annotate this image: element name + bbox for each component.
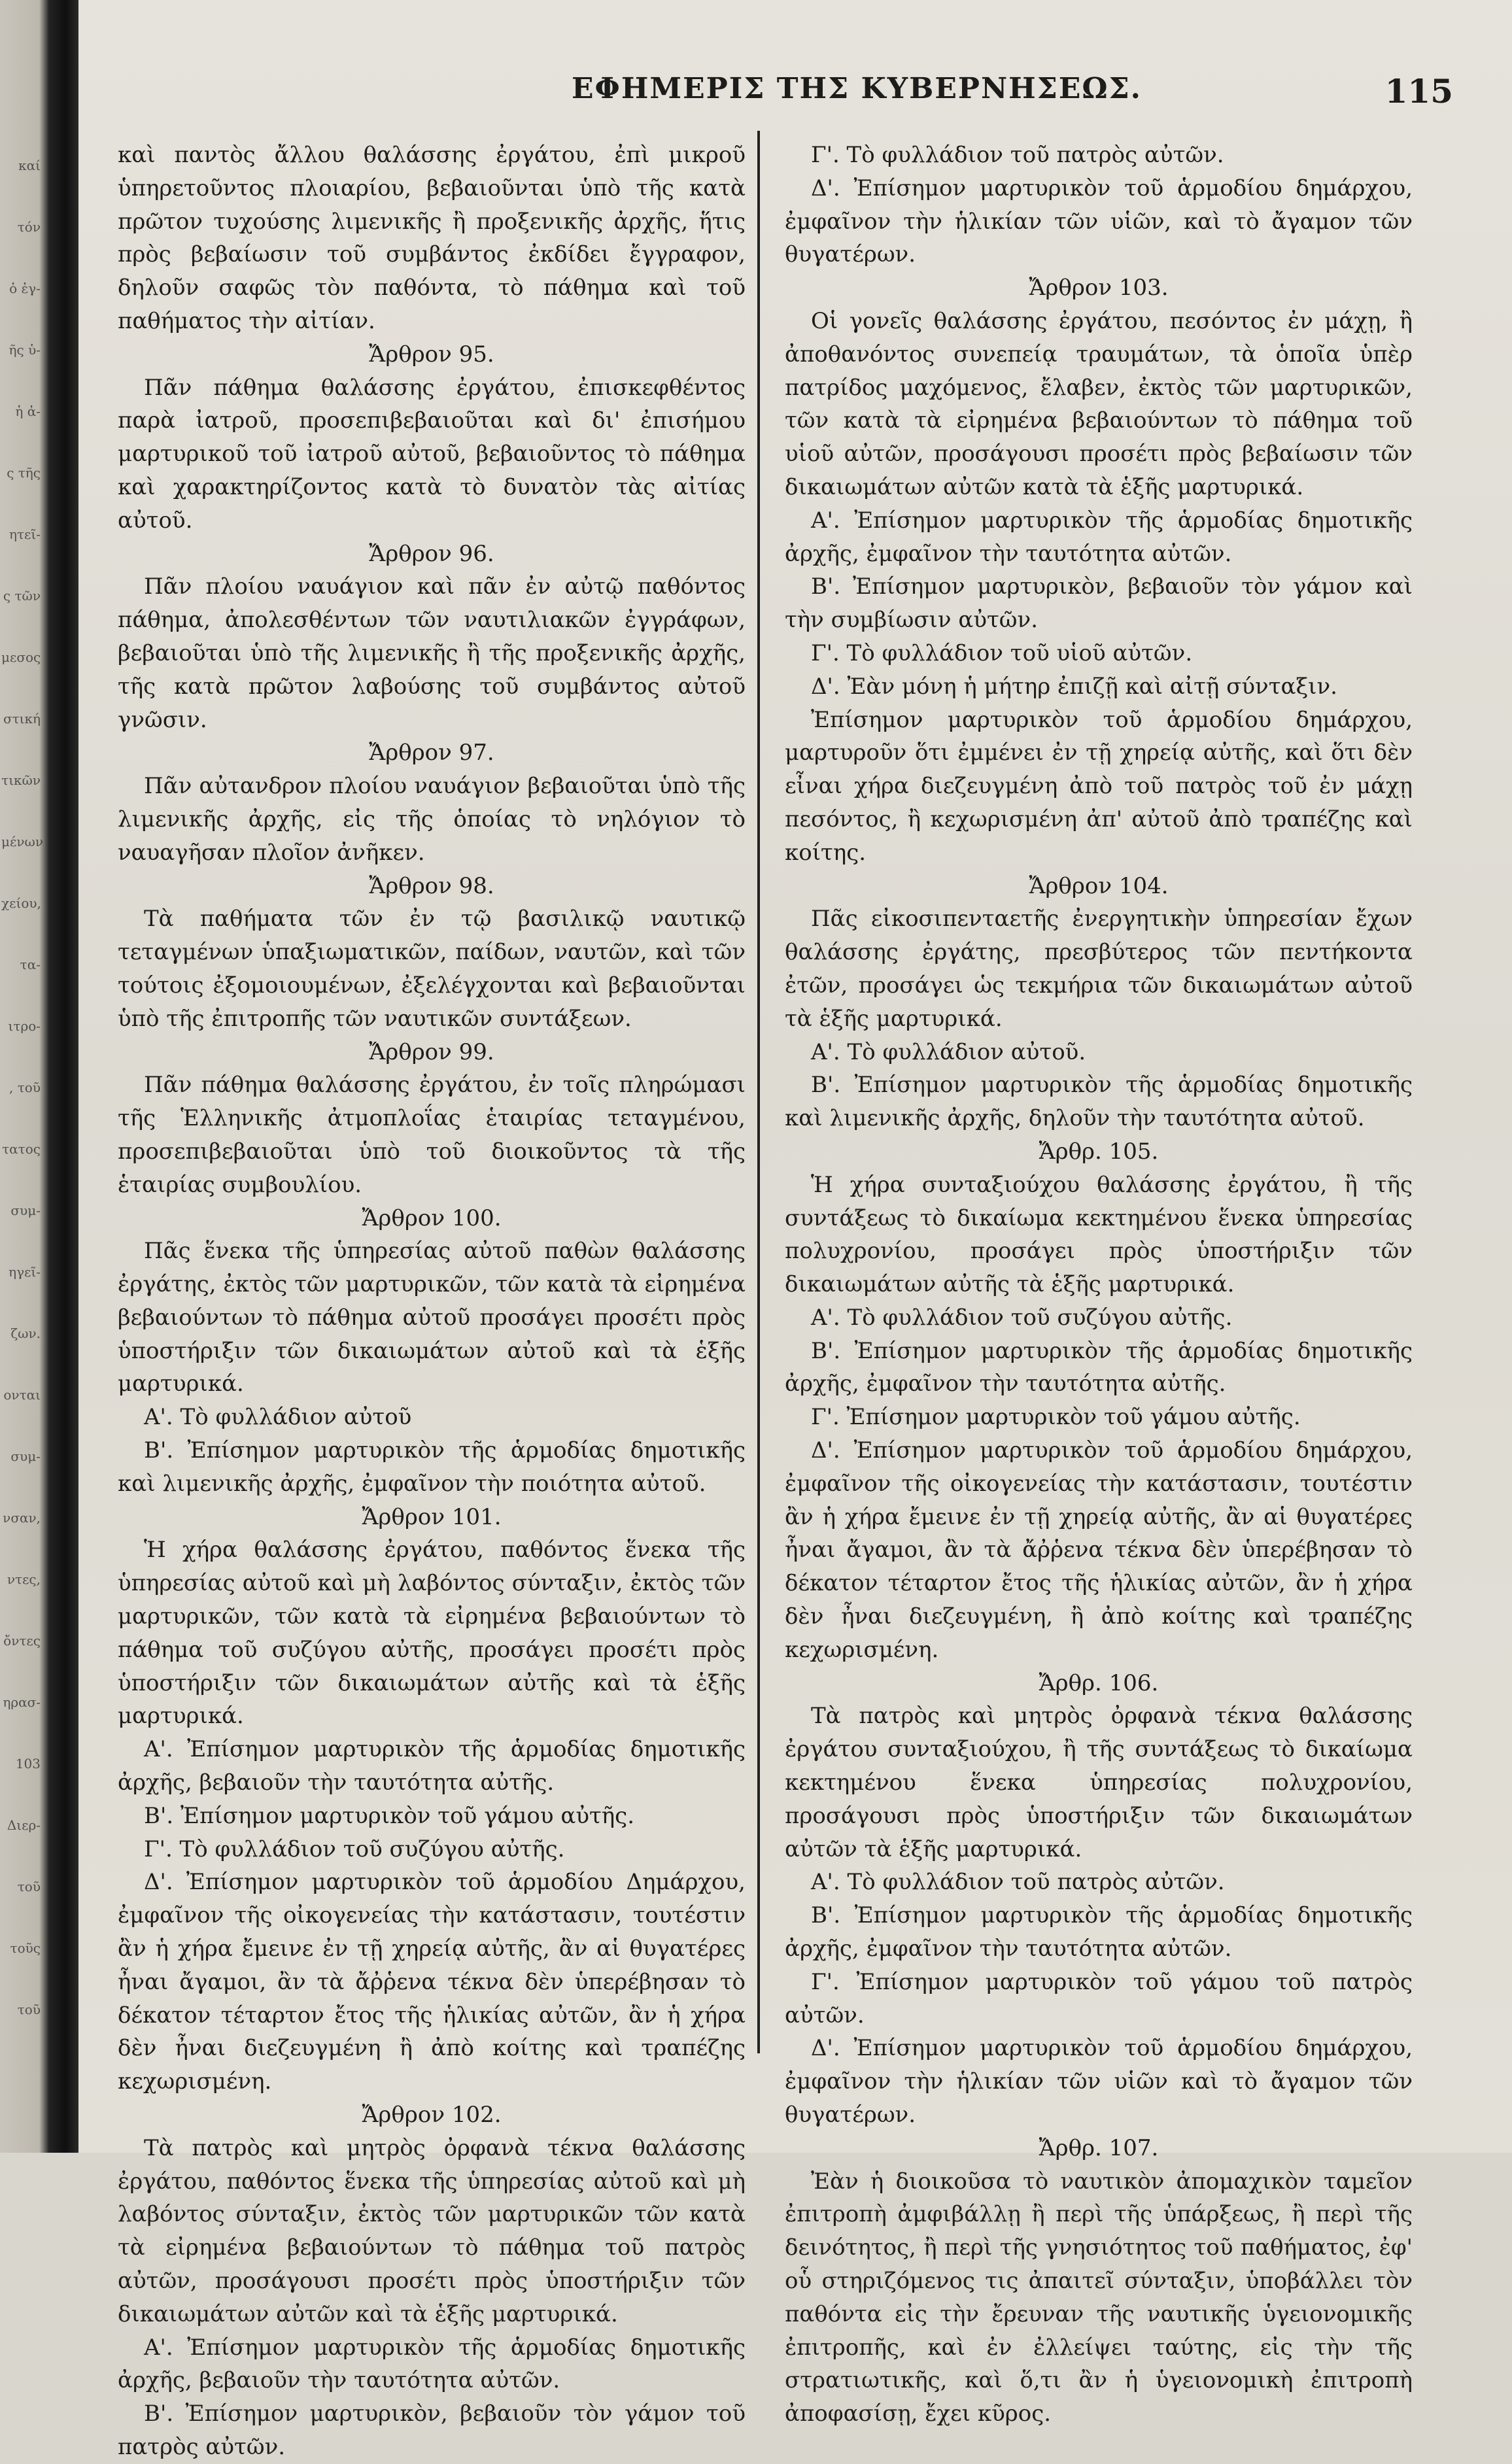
paragraph: Β'. Ἐπίσημον μαρτυρικὸν, βεβαιοῦν τὸν γάμον τοῦ πατρὸς αὐτῶν. [118, 2401, 746, 2460]
adjacent-page-fragment: ὁ ἐγ- [9, 281, 41, 296]
paragraph: Πᾶν πάθημα θαλάσσης ἐργάτου, ἐπισκεφθέντος παρὰ ἰατροῦ, προσεπιβεβαιοῦται καὶ δι' ἐπισήμου μαρτυρικοῦ τοῦ ἰατροῦ αὐτοῦ, βεβαιοῦντος τὸ πάθημα καὶ χαρακτηρίζοντος κατὰ τὸ δυνατὸν τὰς αἰτίας αὐτοῦ. [118, 374, 746, 534]
paragraph: Πᾶν πάθημα θαλάσσης ἐργάτου, ἐν τοῖς πληρώμασι τῆς Ἑλληνικῆς ἀτμοπλοΐας ἑταιρίας τεταγμένου, προσεπιβεβαιοῦται ὑπὸ τοῦ διοικοῦντος τὰ τῆς ἑταιρίας συμβουλίου. [118, 1072, 746, 1198]
paragraph: Ἡ χήρα συνταξιούχου θαλάσσης ἐργάτου, ἢ τῆς συντάξεως τὸ δικαίωμα κεκτημένου ἕνεκα ὑπηρεσίας πολυχρονίου, προσάγει πρὸς ὑποστήριξιν τῶν δικαιωμάτων αὐτῆς τὰ ἑξῆς μαρτυρικά. [785, 1171, 1413, 1298]
adjacent-page-strip [0, 0, 78, 2153]
adjacent-page-fragment: ητεῖ- [9, 526, 41, 542]
paragraph: Πᾶν πλοίου ναυάγιον καὶ πᾶν ἐν αὐτῷ παθόντος πάθημα, ἀπολεσθέντων τῶν ναυτιλιακῶν ἐγγράφων, βεβαιοῦται ὑπὸ τῆς λιμενικῆς ἢ τῆς προξενικῆς ἀρχῆς, τῆς κατὰ πρῶτον λαβούσης τοῦ συμβάντος αὐτοῦ γνῶσιν. [118, 573, 746, 733]
paragraph: Β'. Ἐπίσημον μαρτυρικὸν τῆς ἁρμοδίας δημοτικῆς ἀρχῆς, ἐμφαῖνον τὴν ταυτότητα αὐτῆς. [785, 1337, 1413, 1397]
adjacent-page-fragment: συμ- [10, 1203, 41, 1218]
adjacent-page-fragment: ζων. [10, 1326, 41, 1341]
document-page [78, 0, 1512, 2460]
paragraph: Β'. Ἐπίσημον μαρτυρικὸν, βεβαιοῦν τὸν γάμον καὶ τὴν συμβίωσιν αὐτῶν. [785, 573, 1413, 634]
paragraph: Α'. Τὸ φυλλάδιον αὐτοῦ [144, 1404, 412, 1431]
adjacent-page-fragment: στική [3, 711, 41, 727]
paragraph: Γ'. Ἐπίσημον μαρτυρικὸν τοῦ γάμου τοῦ πατρὸς αὐτῶν. [785, 1968, 1413, 2028]
paragraph: Τὰ πατρὸς καὶ μητρὸς ὀρφανὰ τέκνα θαλάσσης ἐργάτου συνταξιούχου, ἢ τῆς συντάξεως τὸ δικαίωμα κεκτημένου ἕνεκα ὑπηρεσίας πολυχρονίου, προσάγουσι πρὸς ὑποστήριξιν τῶν δικαιωμάτων αὐτῶν τὰ ἑξῆς μαρτυρικά. [785, 1703, 1413, 1862]
paragraph: Δ'. Ἐπίσημον μαρτυρικὸν τοῦ ἁρμοδίου δημάρχου, ἐμφαῖνον τὴν ἡλικίαν τῶν υἱῶν, καὶ τὸ ἄγαμον τῶν θυγατέρων. [785, 175, 1413, 268]
adjacent-page-fragment: , τοῦ [9, 1080, 41, 1095]
page-header-title: ΕΦΗΜΕΡΙΣ ΤΗΣ ΚΥΒΕΡΝΗΣΕΩΣ. [571, 72, 1142, 105]
paragraph: Β'. Ἐπίσημον μαρτυρικὸν τῆς ἁρμοδίας δημοτικῆς καὶ λιμενικῆς ἀρχῆς, δηλοῦν τὴν ταυτότητα αὐτοῦ. [785, 1072, 1413, 1132]
paragraph: Δ'. Ἐπίσημον μαρτυρικὸν τοῦ ἁρμοδίου δημάρχου, ἐμφαῖνον τῆς οἰκογενείας τὴν κατάστασιν, τουτέστιν ἂν ἡ χήρα ἔμεινε ἐν τῇ χηρείᾳ αὐτῆς, ἂν αἱ θυγατέρες ἦναι ἄγαμοι, ἂν τὰ ἄῤῥενα τέκνα δὲν ὑπερέβησαν τὸ δέκατον τέταρτον ἔτος τῆς ἡλικίας αὐτῶν, ἂν ἡ χήρα δὲν ἦναι διεζευγμένη, ἢ ἀπὸ κοίτης καὶ τραπέζης κεχωρισμένη. [785, 1437, 1413, 1663]
adjacent-page-fragment: 103 [15, 1756, 41, 1771]
adjacent-page-fragment: ἡ ἀ- [15, 403, 41, 419]
article-heading: Ἄρθρον 100. [362, 1205, 502, 1231]
adjacent-page-fragment: ντες, [7, 1571, 41, 1587]
adjacent-page-fragment: μένων [1, 834, 43, 849]
article-heading: Ἄρθρον 96. [369, 540, 494, 567]
paragraph: Α'. Τὸ φυλλάδιον τοῦ πατρὸς αὐτῶν. [811, 1869, 1225, 1896]
adjacent-page-fragment: τατος [2, 1141, 41, 1157]
paragraph: Ἡ χήρα θαλάσσης ἐργάτου, παθόντος ἕνεκα τῆς ὑπηρεσίας αὐτοῦ καὶ μὴ λαβόντος σύνταξιν, ἐκτὸς τῶν μαρτυρικῶν, τῶν κατὰ τὰ εἰρημένα βεβαιούντων τὸ πάθημα τοῦ συζύγου αὐτῆς, προσάγει προσέτι πρὸς ὑποστήριξιν τῶν δικαιωμάτων αὐτῆς καὶ τὰ ἑξῆς μαρτυρικά. [118, 1537, 746, 1730]
paragraph: Α'. Τὸ φυλλάδιον αὐτοῦ. [811, 1038, 1086, 1065]
adjacent-page-fragment: τοῦς [10, 1940, 41, 1956]
adjacent-page-fragment: συμ- [10, 1448, 41, 1464]
paragraph: Α'. Τὸ φυλλάδιον τοῦ συζύγου αὐτῆς. [811, 1304, 1233, 1331]
paragraph: Γ'. Τὸ φυλλάδιον τοῦ πατρὸς αὐτῶν. [811, 142, 1224, 168]
adjacent-page-fragment: ς τῆς [7, 465, 41, 481]
paragraph: Γ'. Ἐπίσημον μαρτυρικὸν τοῦ γάμου αὐτῆς. [811, 1404, 1301, 1431]
article-heading: Ἄρθρ. 105. [1039, 1138, 1159, 1165]
adjacent-page-fragment: ς τῶν [3, 588, 41, 604]
paragraph: Δ'. Ἐπίσημον μαρτυρικὸν τοῦ ἁρμοδίου δημάρχου, ἐμφαῖνον τὴν ἡλικίαν τῶν υἱῶν καὶ τὸ ἄγαμον τῶν θυγατέρων. [785, 2035, 1413, 2129]
adjacent-page-fragment: καί [18, 158, 41, 173]
paragraph: Γ'. Τὸ φυλλάδιον τοῦ υἱοῦ αὐτῶν. [811, 640, 1193, 666]
adjacent-page-fragment: μεσος [1, 649, 41, 665]
adjacent-page-fragment: τοῦ [17, 1879, 41, 1894]
adjacent-page-fragment: νσαν, [3, 1510, 41, 1526]
adjacent-page-fragment: ηρασ- [3, 1694, 41, 1710]
adjacent-page-fragment: χείου, [1, 895, 41, 911]
paragraph: Α'. Ἐπίσημον μαρτυρικὸν τῆς ἁρμοδίας δημοτικῆς ἀρχῆς, βεβαιοῦν τὴν ταυτότητα αὐτῶν. [118, 2334, 746, 2394]
paragraph: Β'. Ἐπίσημον μαρτυρικὸν τοῦ γάμου αὐτῆς. [144, 1802, 635, 1829]
paragraph: Πᾶν αὐτανδρον πλοίου ναυάγιον βεβαιοῦται ὑπὸ τῆς λιμενικῆς ἀρχῆς, εἰς τῆς ὁποίας τὸ νηλόγιον τὸ ναυαγῆσαν πλοῖον ἀνῆκεν. [118, 773, 746, 866]
article-heading: Ἄρθρ. 106. [1039, 1669, 1159, 1696]
paragraph: Πᾶς εἰκοσιπενταετῆς ἐνεργητικὴν ὑπηρεσίαν ἔχων θαλάσσης ἐργάτης, πρεσβύτερος τῶν πεντήκοντα ἐτῶν, προσάγει ὡς τεκμήρια τῶν δικαιωμάτων αὐτοῦ τὰ ἑξῆς μαρτυρικά. [785, 906, 1413, 1032]
paragraph: Α'. Ἐπίσημον μαρτυρικὸν τῆς ἁρμοδίας δημοτικῆς ἀρχῆς, βεβαιοῦν τὴν ταυτότητα αὐτῆς. [118, 1736, 746, 1796]
article-heading: Ἄρθρον 102. [362, 2102, 502, 2129]
paragraph: Β'. Ἐπίσημον μαρτυρικὸν τῆς ἁρμοδίας δημοτικῆς ἀρχῆς, ἐμφαῖνον τὴν ταυτότητα αὐτῶν. [785, 1902, 1413, 1962]
paragraph: Δ'. Ἐπίσημον μαρτυρικὸν τοῦ ἁρμοδίου Δημάρχου, ἐμφαῖνον τῆς οἰκογενείας τὴν κατάστασιν, τουτέστιν ἂν ἡ χήρα ἔμεινε ἐν τῇ χηρείᾳ αὐτῆς, ἂν αἱ θυγατέρες ἦναι ἄγαμοι, ἂν τὰ ἄῤῥενα τέκνα δὲν ὑπερέβησαν τὸ δέκατον τέταρτον ἔτος τῆς ἡλικίας αὐτῶν, ἂν ἡ χήρα δὲν ἦναι διεζευγμένη ἢ ἀπὸ κοίτης καὶ τραπέζης κεχωρισμένη. [118, 1869, 746, 2095]
page-number: 115 [1384, 72, 1453, 111]
adjacent-page-fragment: τα- [20, 957, 41, 972]
paragraph: Α'. Ἐπίσημον μαρτυρικὸν τῆς ἁρμοδίας δημοτικῆς ἀρχῆς, ἐμφαῖνον τὴν ταυτότητα αὐτῶν. [785, 507, 1413, 567]
column-divider [757, 131, 760, 2053]
adjacent-page-fragment: ονται [3, 1387, 41, 1403]
adjacent-page-fragment: ηγεῖ- [9, 1264, 41, 1280]
paragraph: καὶ παντὸς ἄλλου θαλάσσης ἐργάτου, ἐπὶ μικροῦ ὑπηρετοῦντος πλοιαρίου, βεβαιοῦνται ὑπὸ τῆς κατὰ πρῶτον τυχούσης λιμενικῆς ἢ προξενικῆς ἀρχῆς, ἥτις πρὸς βεβαίωσιν τοῦ συμβάντος ἐκδίδει ἔγγραφον, δηλοῦν σαφῶς τὸν παθόντα, τὸ πάθημα καὶ τοῦ παθήματος τὴν αἰτίαν. [118, 142, 746, 334]
left-column [118, 139, 746, 2464]
paragraph: Οἱ γονεῖς θαλάσσης ἐργάτου, πεσόντος ἐν μάχῃ, ἢ ἀποθανόντος συνεπείᾳ τραυμάτων, τὰ ὁποῖα ὑπὲρ πατρίδος μαχόμενος, ἔλαβεν, ἐκτὸς τῶν μαρτυρικῶν, τῶν κατὰ τὰ εἰρημένα βεβαιούντων τὸ πάθημα τοῦ υἱοῦ αὐτῶν, προσάγουσι προσέτι πρὸς βεβαίωσιν τῶν δικαιωμάτων αὐτῶν κατὰ τὰ ἑξῆς μαρτυρικά. [785, 307, 1413, 500]
adjacent-page-fragment: τοῦ [17, 2002, 41, 2017]
article-heading: Ἄρθρον 95. [369, 341, 494, 368]
article-heading: Ἄρθρον 99. [369, 1038, 494, 1065]
adjacent-page-fragment: Διερ- [7, 1817, 41, 1833]
adjacent-page-fragment: ὄντες [3, 1633, 41, 1649]
paragraph: Γ'. Τὸ φυλλάδιον τοῦ συζύγου αὐτῆς. [144, 1836, 565, 1862]
paragraph: Δ'. Ἐὰν μόνη ἡ μήτηρ ἐπιζῇ καὶ αἰτῇ σύνταξιν. [811, 673, 1337, 700]
article-heading: Ἄρθρον 104. [1029, 872, 1169, 899]
paragraph: Ἐὰν ἡ διοικοῦσα τὸ ναυτικὸν ἀπομαχικὸν ταμεῖον ἐπιτροπὴ ἀμφιβάλλῃ ἢ περὶ τῆς ὑπάρξεως, ἢ περὶ τῆς δεινότητος, ἢ περὶ τῆς γνησιότητος τοῦ παθήματος, ἐφ' οὗ στηριζόμενος τις ἀπαιτεῖ σύνταξιν, ὑποβάλλει τὸν παθόντα εἰς τὴν ἔρευναν τῆς ναυτικῆς ὑγειονομικῆς ἐπιτροπῆς, καὶ ἐν ἐλλείψει ταύτης, εἰς τὴν τῆς στρατιωτικῆς, καὶ ὅ,τι ἂν ἡ ὑγειονομικὴ ἐπιτροπὴ ἀποφασίσῃ, ἔχει κῦρος. [785, 2168, 1413, 2427]
paragraph: Τὰ παθήματα τῶν ἐν τῷ βασιλικῷ ναυτικῷ τεταγμένων ὑπαξιωματικῶν, παίδων, ναυτῶν, καὶ τῶν τούτοις ἐξομοιουμένων, ἐξελέγχονται καὶ βεβαιοῦνται ὑπὸ τῆς ἐπιτροπῆς τῶν ναυτικῶν συντάξεων. [118, 906, 746, 1032]
article-heading: Ἄρθρον 103. [1029, 275, 1169, 301]
paragraph: Τὰ πατρὸς καὶ μητρὸς ὀρφανὰ τέκνα θαλάσσης ἐργάτου, παθόντος ἕνεκα τῆς ὑπηρεσίας αὐτοῦ καὶ μὴ λαβόντος σύνταξιν, ἐκτὸς τῶν μαρτυρικῶν τῶν κατὰ τὰ εἰρημένα βεβαιούντων τὸ πάθημα τοῦ πατρὸς αὐτῶν, προσάγουσι προσέτι πρὸς ὑποστήριξιν τῶν δικαιωμάτων αὐτῶν καὶ τὰ ἑξῆς μαρτυρικά. [118, 2134, 746, 2327]
adjacent-page-fragment: τικῶν [1, 772, 41, 788]
right-column [785, 139, 1413, 2431]
adjacent-page-fragment: ιτρο- [8, 1018, 41, 1034]
adjacent-page-fragment: τόν [17, 219, 41, 235]
adjacent-page-fragment: ῆς ὑ- [9, 342, 41, 358]
paragraph: Β'. Ἐπίσημον μαρτυρικὸν τῆς ἁρμοδίας δημοτικῆς καὶ λιμενικῆς ἀρχῆς, ἐμφαῖνον τὴν ποιότητα αὐτοῦ. [118, 1437, 746, 1497]
article-heading: Ἄρθρον 97. [369, 740, 494, 766]
paragraph: Πᾶς ἕνεκα τῆς ὑπηρεσίας αὐτοῦ παθὼν θαλάσσης ἐργάτης, ἐκτὸς τῶν μαρτυρικῶν, τῶν κατὰ τὰ εἰρημένα βεβαιούντων τὸ πάθημα αὐτοῦ προσάγει προσέτι πρὸς ὑποστήριξιν τῶν δικαιωμάτων αὐτοῦ καὶ τὰ ἑξῆς μαρτυρικά. [118, 1238, 746, 1397]
paragraph: Ἐπίσημον μαρτυρικὸν τοῦ ἁρμοδίου δημάρχου, μαρτυροῦν ὅτι ἐμμένει ἐν τῇ χηρείᾳ αὐτῆς, καὶ ὅτι δὲν εἶναι χήρα διεζευγμένη ἀπὸ τοῦ πατρὸς τοῦ ἐν μάχῃ πεσόντος, ἢ κεχωρισμένη ἀπ' αὐτοῦ ἀπὸ τραπέζης καὶ κοίτης. [785, 706, 1413, 866]
article-heading: Ἄρθρον 101. [362, 1503, 502, 1530]
article-heading: Ἄρθρ. 107. [1039, 2134, 1159, 2161]
article-heading: Ἄρθρον 98. [369, 872, 494, 899]
